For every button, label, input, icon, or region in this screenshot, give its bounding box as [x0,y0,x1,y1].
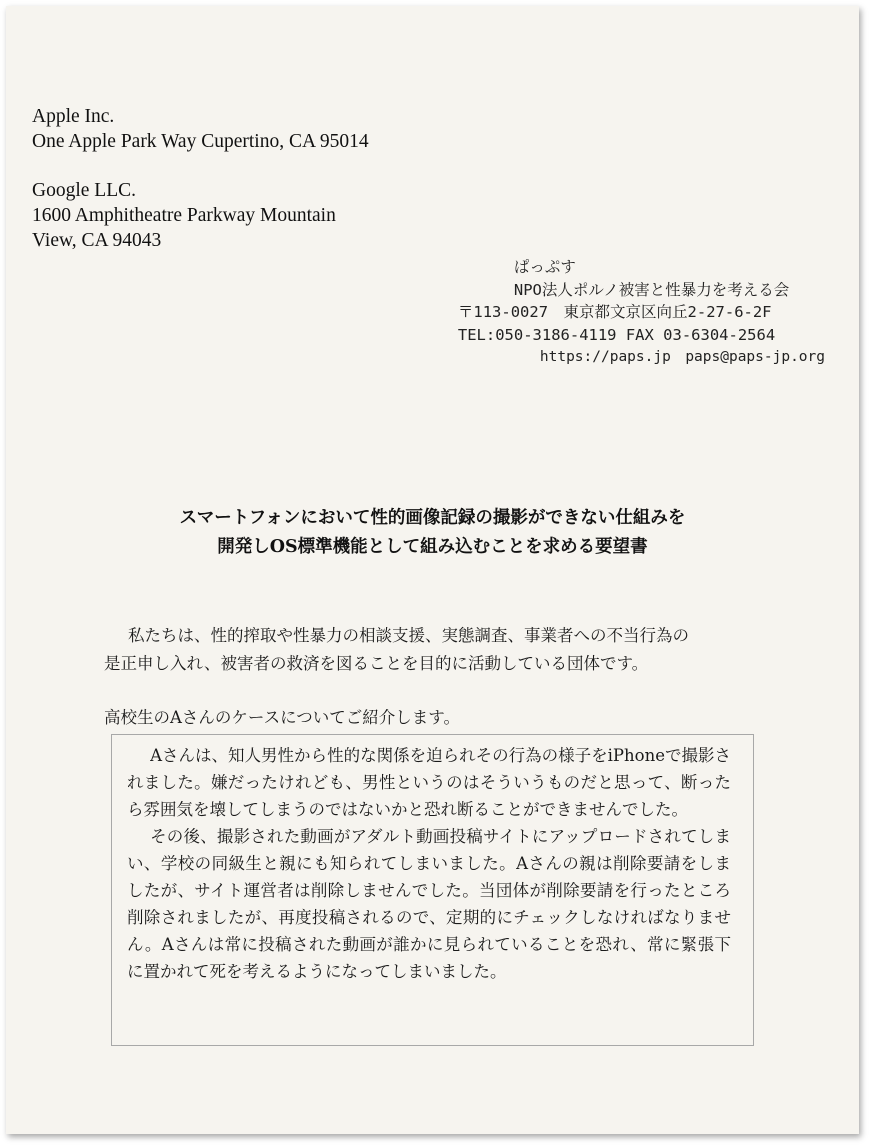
recipient-apple-name: Apple Inc. [32,106,115,127]
sender-short-name: ぱっぷす [513,258,576,276]
intro-line2: 是正申し入れ、被害者の救済を図ることを目的に活動している団体です。 [104,654,649,673]
document-title-line2: 開発しOS標準機能として組み込むことを求める要望書 [217,537,648,557]
document-title [6,504,859,562]
recipient-google-name: Google LLC. [32,180,136,201]
document-title-line1: スマートフォンにおいて性的画像記録の撮影ができない仕組みを [179,508,686,528]
recipient-google-address-line2: View, CA 94043 [32,230,162,251]
recipient-google-address-line1: 1600 Amphitheatre Parkway Mountain [32,205,336,226]
recipient-apple [32,104,369,154]
sender-phone-fax: TEL:050-3186-4119 FAX 03-6304-2564 [457,325,776,344]
letter-page [6,6,859,1134]
sender-block [458,256,825,369]
sender-org-name: NPO法人ポルノ被害と性暴力を考える会 [513,280,790,299]
sender-postal-address: 〒113-0027 東京都文京区向丘2-27-6-2F [457,303,772,321]
intro-line1: 私たちは、性的搾取や性暴力の相談支援、実態調査、事業者への不当行為の [128,626,689,645]
case-paragraph-2: その後、撮影された動画がアダルト動画投稿サイトにアップロードされてしまい、学校の同級生と親にも知られてしまいました。Aさんの親は削除要請をしましたが、サイト運営者は削除しませんでした。当団体が削除要請を行ったところ削除されましたが、再度投稿されるので、定期的にチェックしなければなりません。Aさんは常に投稿された動画が誰かに見られていることを恐れ、常に緊張下に置かれて死を考えるようになってしまいました。 [127,827,731,981]
recipient-google [32,178,336,253]
case-heading: 高校生のAさんのケースについてご紹介します。 [104,708,460,727]
intro-paragraph [104,622,774,678]
case-paragraph-1: Aさんは、知人男性から性的な関係を迫られその行為の様子をiPhoneで撮影されました。嫌だったけれども、男性というのはそういうものだと思って、断ったら雰囲気を壊してしまうのではないかと恐れ断ることができませんでした。 [127,746,731,819]
case-box [111,734,754,1046]
recipient-apple-address: One Apple Park Way Cupertino, CA 95014 [32,131,369,152]
sender-web-email: https://paps.jp paps@paps-jp.org [539,349,825,365]
